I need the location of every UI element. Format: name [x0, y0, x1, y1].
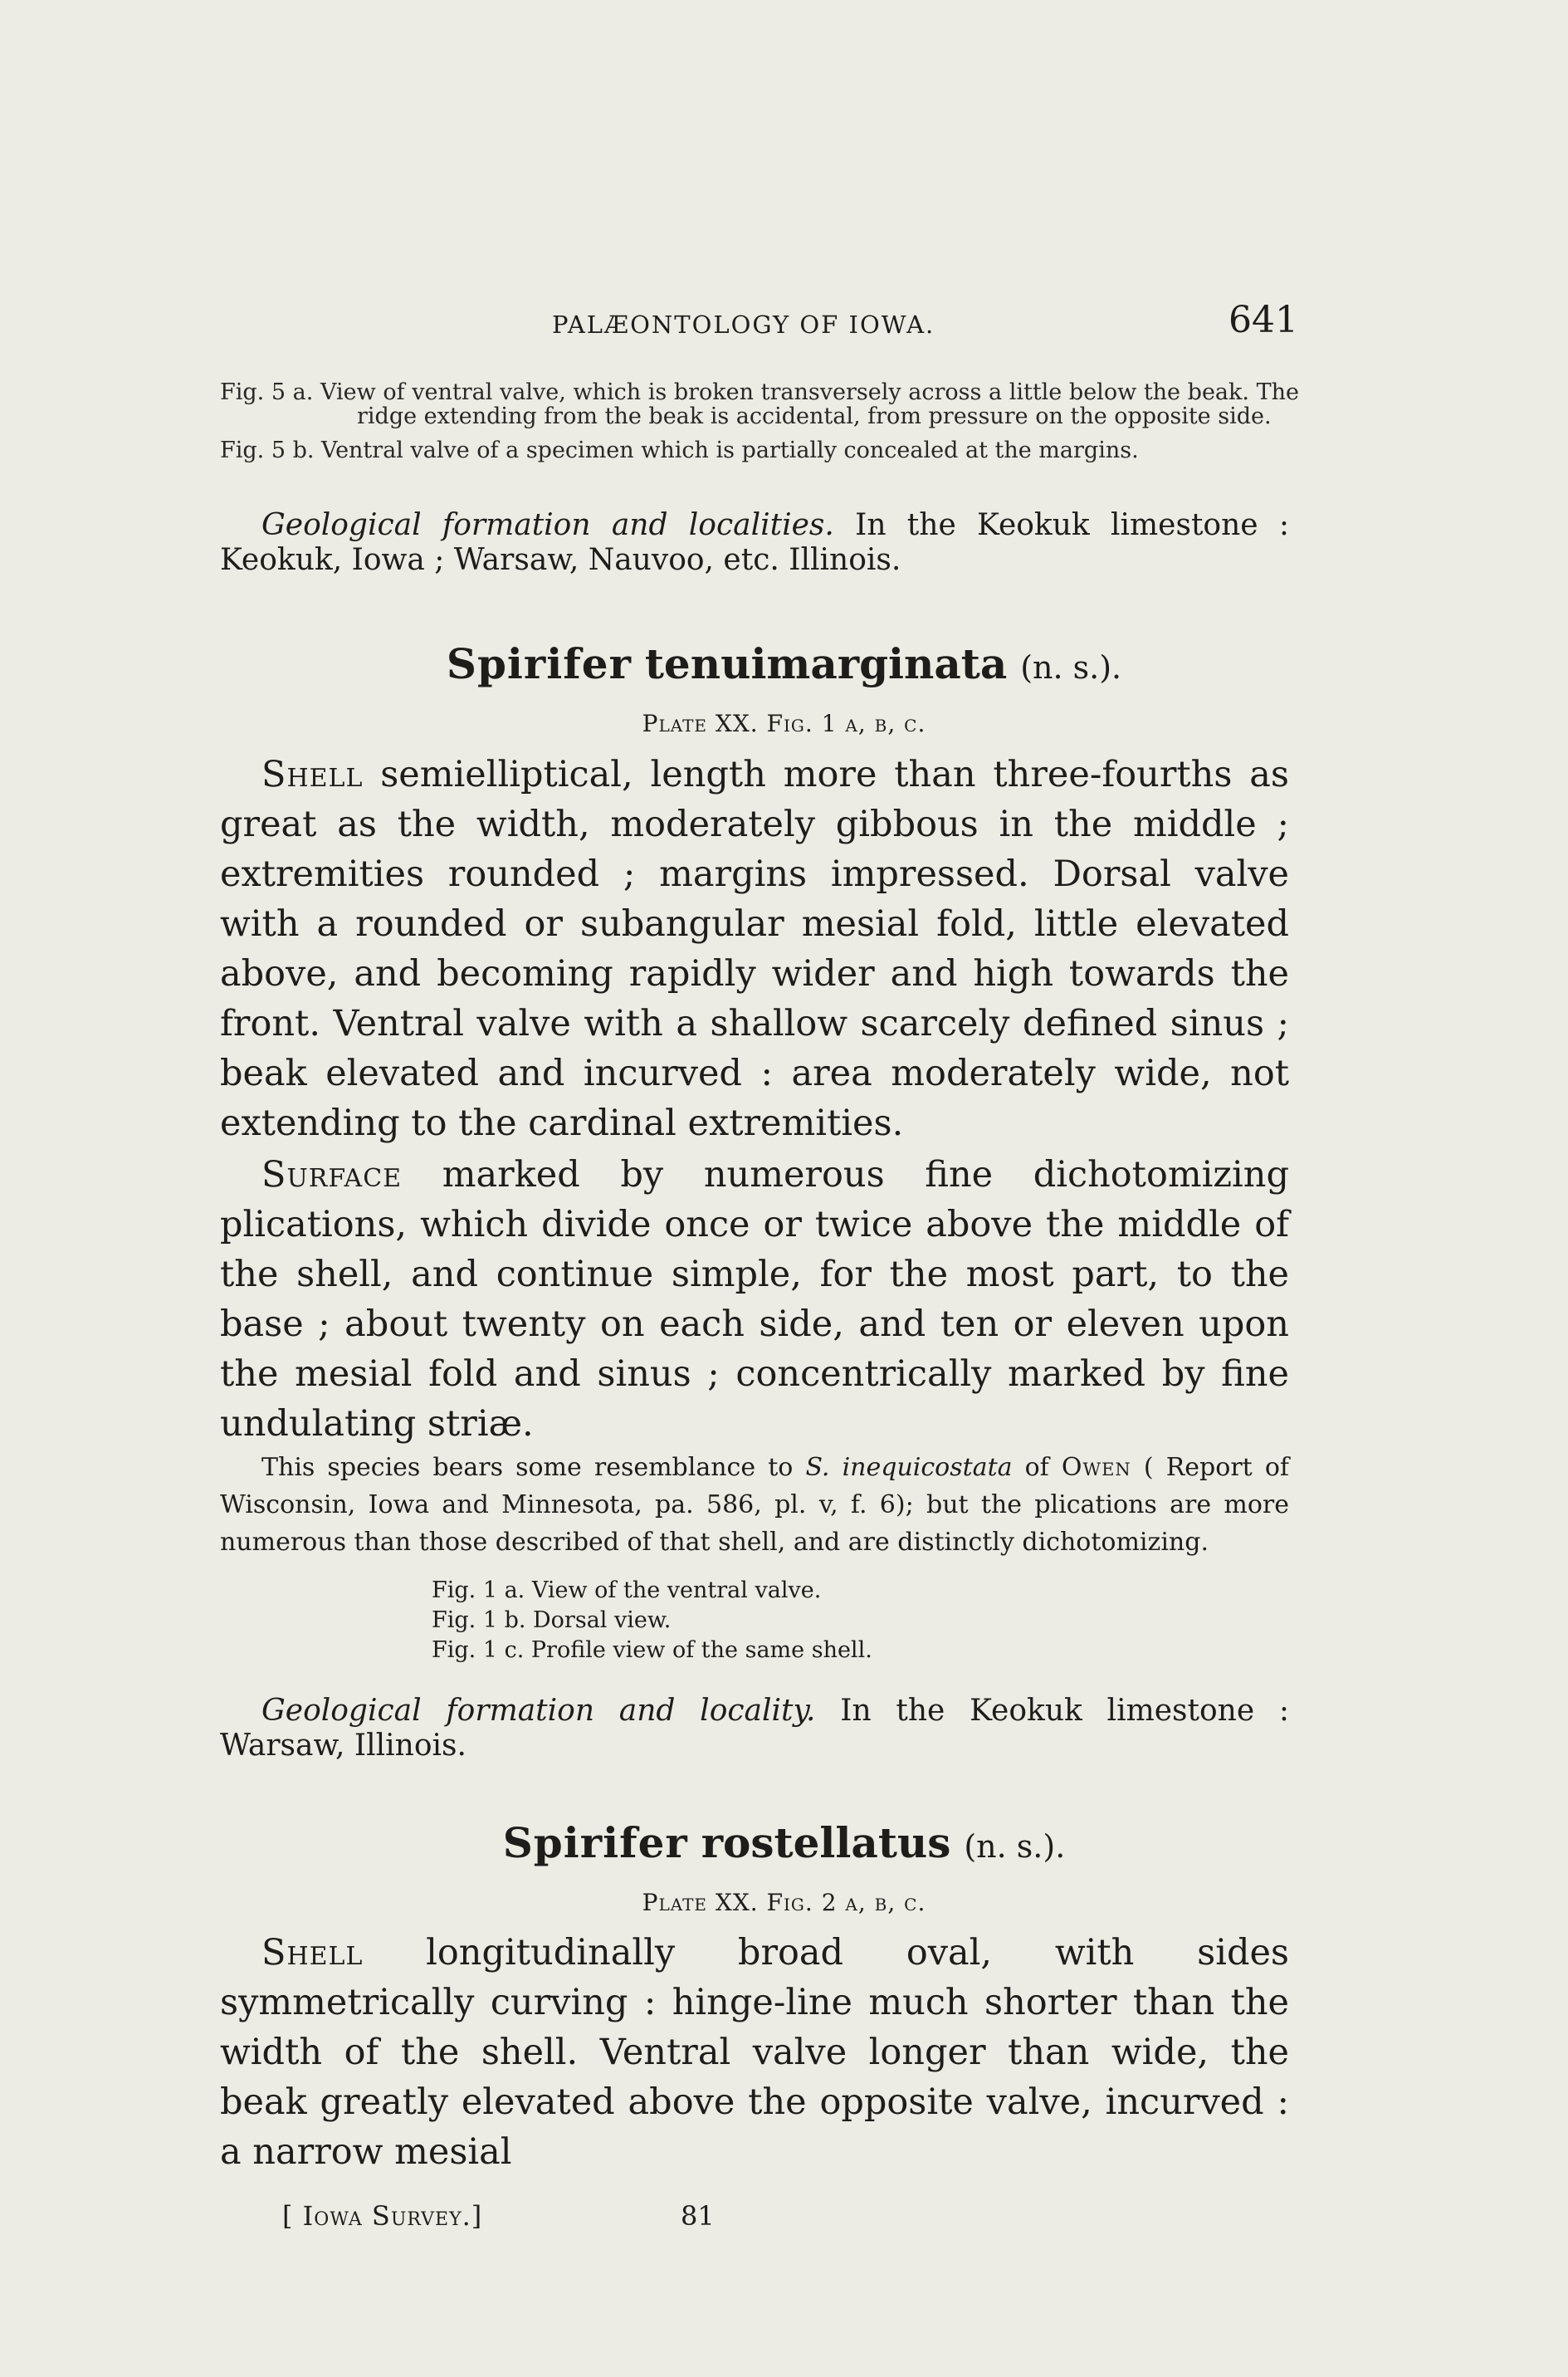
fig-5a-text: View of ventral valve, which is broken transversely across a little below the beak. The ridge extending from the beak is accidental, from pressure on the opposite side. — [320, 379, 1299, 429]
fig-5b-label: Fig. 5 b. — [220, 438, 315, 463]
geo-text-2: In the Keokuk limestone : Warsaw, Illinois. — [220, 1694, 1289, 1763]
species-1-remark — [220, 1449, 1289, 1561]
shell-text-1: semielliptical, length more than three-fourths as great as the width, moderately gibbous in the middle ; extremities rounded ; margins impressed. Dorsal valve with a rounded or subangular mesial fold, little elevated above, and becoming rapidly wider and high towards the front. Ventral valve with a shallow scarcely defined sinus ; beak elevated and incurved : area moderately wide, not extending to the cardinal extremities. — [220, 754, 1289, 1144]
species-1-genus: Spirifer — [446, 639, 632, 688]
shell-description-1 — [220, 750, 1289, 1148]
geo-text-1: In the Keokuk limestone : Keokuk, Iowa ; Warsaw, Nauvoo, etc. Illinois. — [220, 508, 1289, 577]
geo-label-2: Geological formation and locality. — [261, 1694, 816, 1728]
shell-text-2: longitudinally broad oval, with sides symmetrically curving : hinge-line much shorter than the width of the shell. Ventral valve longer than wide, the beak greatly elevated above the opposite valve, incurved : a narrow mesial — [220, 1932, 1289, 2173]
remark-author: Owen — [1061, 1453, 1131, 1482]
species-2-genus: Spirifer — [502, 1818, 688, 1867]
fig-5b-text: Ventral valve of a specimen which is partially concealed at the margins. — [321, 438, 1139, 463]
fig-5b-caption — [220, 438, 1299, 462]
remark-text-c: ( Report of Wisconsin, Iowa and Minnesota, pa. 586, pl. v, f. 6); but the plications are more numerous than those described of that shell, and are distinctly dichotomizing. — [220, 1453, 1289, 1557]
species-heading-2 — [0, 1818, 1568, 1867]
surface-text-1: marked by numerous fine dichotomizing plications, which divide once or twice above the middle of the shell, and continue simple, for the most part, to the base ; about twenty on each side, and ten or eleven upon the mesial fold and sinus ; concentrically marked by fine undulating striæ. — [220, 1154, 1290, 1445]
surface-description-1 — [220, 1150, 1289, 1449]
species-1-note: (n. s.). — [1020, 649, 1122, 686]
geo-label-1: Geological formation and localities. — [261, 508, 834, 542]
fig-5a-caption — [220, 380, 1299, 428]
remark-text-b: of — [1024, 1453, 1049, 1482]
survey-mark: [ Iowa Survey.] — [282, 2200, 483, 2232]
fig-1a-caption: Fig. 1 a. View of the ventral valve. — [432, 1577, 822, 1603]
remark-text-a: This species bears some resemblance to — [261, 1453, 794, 1482]
species-heading-1 — [0, 639, 1568, 688]
species-2-note: (n. s.). — [964, 1828, 1066, 1865]
fig-1c-caption: Fig. 1 c. Profile view of the same shell. — [432, 1637, 872, 1663]
page-footer — [282, 2200, 715, 2232]
fig-5a-label: Fig. 5 a. — [220, 379, 314, 405]
shell-lead-2: Shell — [261, 1932, 364, 1973]
species-1-name: tenuimarginata — [644, 639, 1008, 688]
fig-5-captions — [220, 380, 1299, 462]
shell-description-2 — [220, 1928, 1289, 2177]
running-title: PALÆONTOLOGY OF IOWA. — [552, 311, 935, 339]
plate-reference-1: Plate XX. Fig. 1 a, b, c. — [642, 710, 926, 737]
remark-species: S. inequicostata — [805, 1453, 1013, 1482]
plate-reference-2: Plate XX. Fig. 2 a, b, c. — [642, 1889, 926, 1916]
species-2-name: rostellatus — [701, 1818, 951, 1867]
running-head — [0, 299, 1568, 349]
species-1-figure-list — [432, 1576, 872, 1665]
geological-formation-1 — [220, 508, 1289, 578]
signature-mark: 81 — [681, 2200, 715, 2232]
shell-lead-1: Shell — [261, 754, 364, 795]
page-number: 641 — [1229, 299, 1298, 341]
geological-formation-2 — [220, 1694, 1289, 1763]
fig-1b-caption: Fig. 1 b. Dorsal view. — [432, 1607, 672, 1633]
surface-lead-1: Surface — [261, 1154, 403, 1196]
